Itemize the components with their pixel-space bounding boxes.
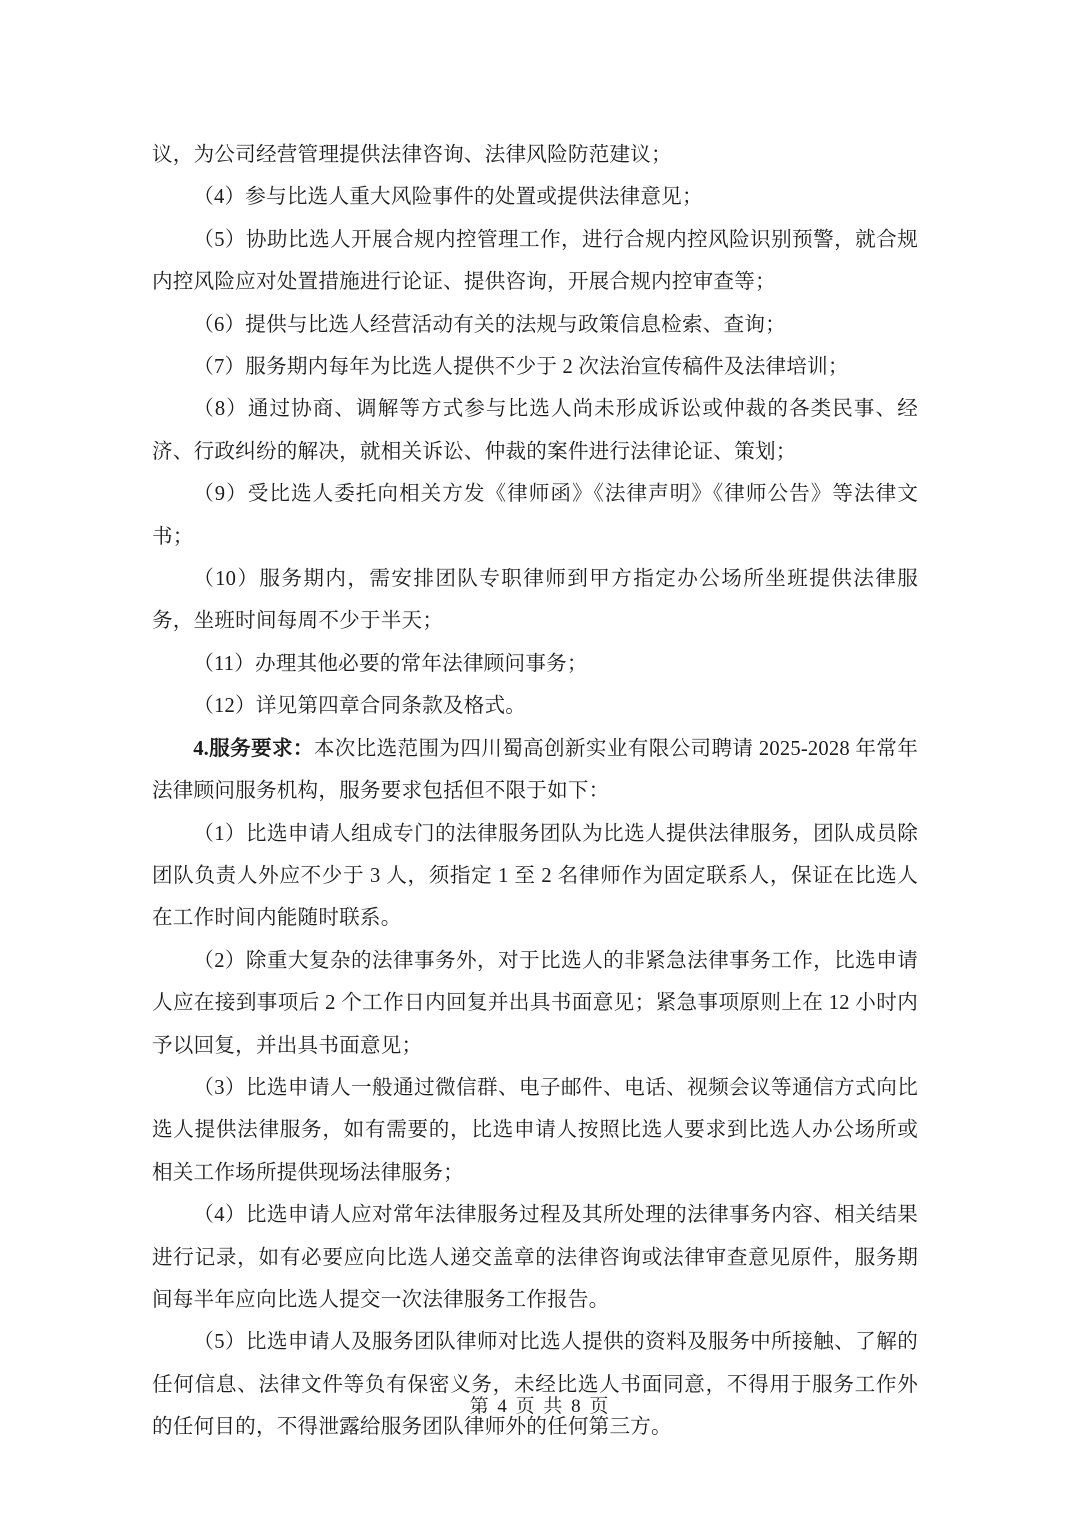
paragraph-lead: 4.服务要求： (193, 737, 314, 760)
paragraph-text: （4）参与比选人重大风险事件的处置或提供法律意见； (193, 186, 703, 209)
paragraph-text: 本次比选范围为四川蜀高创新实业有限公司聘请 2025-2028 年常年法律顾问服务机构，服务要求包括但不限于如下： (152, 737, 918, 803)
paragraph-text: （6）提供与比选人经营活动有关的法规与政策信息检索、查询； (193, 313, 786, 336)
paragraph (152, 134, 918, 176)
page-number-label: 第 4 页 共 8 页 (469, 1396, 611, 1417)
paragraph-text: 议，为公司经营管理提供法律咨询、法律风险防范建议； (152, 144, 672, 166)
paragraph (152, 346, 918, 388)
paragraph (152, 813, 918, 940)
paragraph-text: （3）比选申请人一般通过微信群、电子邮件、电话、视频会议等通信方式向比选人提供法律服务，如有需要的，比选申请人按照比选人要求到比选人办公场所或相关工作场所提供现场法律服务； (152, 1076, 918, 1184)
paragraph (152, 728, 918, 813)
paragraph (152, 1194, 918, 1321)
paragraph (152, 685, 918, 727)
paragraph-text: （11）办理其他必要的常年法律顾问事务； (193, 652, 588, 675)
paragraph (152, 473, 918, 558)
paragraph (152, 643, 918, 685)
paragraph (152, 1067, 918, 1194)
paragraph-text: （12）详见第四章合同条款及格式。 (193, 695, 527, 718)
paragraph-text: （4）比选申请人应对常年法律服务过程及其所处理的法律事务内容、相关结果进行记录，如有必要应向比选人递交盖章的法律咨询或法律审查意见原件，服务期间每半年应向比选人提交一次法律服务工作报告。 (152, 1204, 918, 1311)
paragraph-text: （1）比选申请人组成专门的法律服务团队为比选人提供法律服务，团队成员除团队负责人外应不少于 3 人，须指定 1 至 2 名律师作为固定联系人，保证在比选人在工作时间内能随时联系。 (152, 822, 918, 930)
paragraph-text: （10）服务期内，需安排团队专职律师到甲方指定办公场所坐班提供法律服务，坐班时间每周不少于半天； (152, 568, 918, 633)
paragraph (152, 304, 918, 346)
paragraph (152, 219, 918, 304)
paragraph-text: （9）受比选人委托向相关方发《律师函》《法律声明》《律师公告》等法律文书； (152, 483, 918, 548)
paragraph (152, 558, 918, 643)
paragraph-text: （5）协助比选人开展合规内控管理工作，进行合规内控风险识别预警，就合规内控风险应对处置措施进行论证、提供咨询，开展合规内控审查等； (152, 228, 918, 294)
paragraph-text: （5）比选申请人及服务团队律师对比选人提供的资料及服务中所接触、了解的任何信息、法律文件等负有保密义务，未经比选人书面同意，不得用于服务工作外的任何目的，不得泄露给服务团队律师外的任何第三方。 (152, 1331, 918, 1439)
document-body (152, 134, 918, 1449)
paragraph (152, 176, 918, 218)
page-footer (0, 1392, 1080, 1422)
paragraph (152, 388, 918, 473)
paragraph-text: （2）除重大复杂的法律事务外，对于比选人的非紧急法律事务工作，比选申请人应在接到事项后 2 个工作日内回复并出具书面意见；紧急事项原则上在 12 小时内予以回复，并出具书面意见； (152, 949, 918, 1057)
paragraph-text: （7）服务期内每年为比选人提供不少于 2 次法治宣传稿件及法律培训； (193, 356, 849, 379)
paragraph (152, 1321, 918, 1448)
paragraph (152, 940, 918, 1067)
paragraph-text: （8）通过协商、调解等方式参与比选人尚未形成诉讼或仲裁的各类民事、经济、行政纠纷的解决，就相关诉讼、仲裁的案件进行法律论证、策划； (152, 398, 918, 463)
